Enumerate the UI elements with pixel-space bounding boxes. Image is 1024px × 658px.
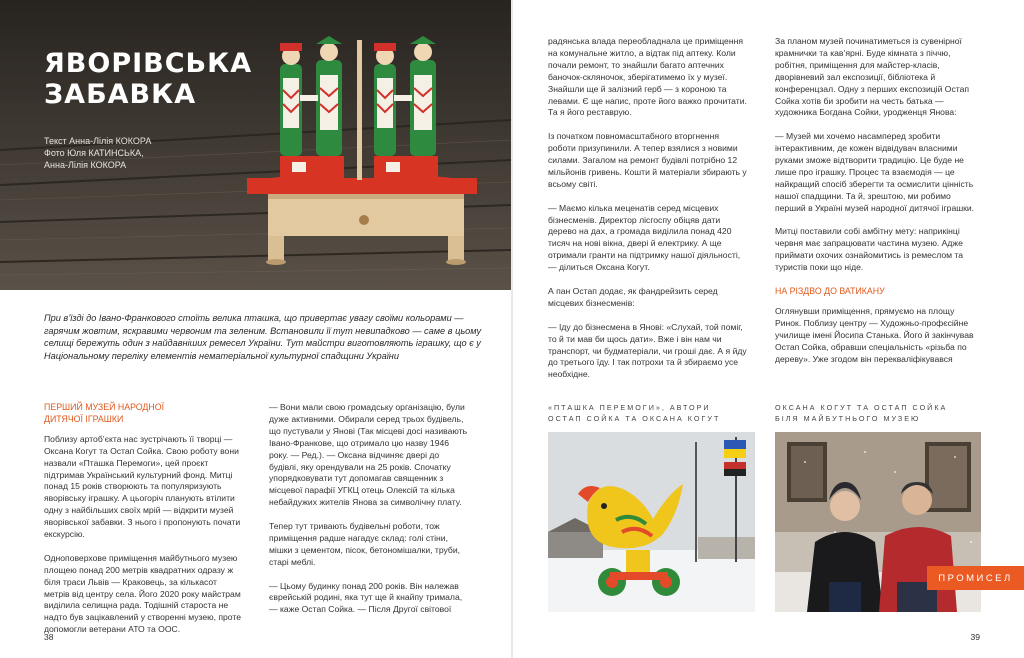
right-page [513,0,1024,658]
bird-sculpture-photo [548,432,755,612]
subhead-vatican: НА РІЗДВО ДО ВАТИКАНУ [775,285,885,296]
left-column-1 [44,402,244,636]
caption-line: ОСТАП СОЙКА ТА ОКСАНА КОГУТ [548,413,721,423]
paragraph: — Іду до бізнесмена в Янові: «Слухай, той поміг, то й ти мав би щось дати». Вже і він нам чи транспорт, чи будматеріали, чи гроші дає. А я йду до третього їду. І так потрохи та й збираємо усе необхідне. [548,321,747,380]
caption-line: БІЛЯ МАЙБУТНЬОГО МУЗЕЮ [775,413,921,423]
right-column-1 [548,36,748,381]
paragraph: радянська влада переобладнала це приміщення на комунальне житло, а відтак під аптеку. Коли почали ремонт, то знайшли багато аптечних баночок-скляночок, зберігатимемо їх у музеї. Знайшли ще й залізний герб — з короною та левами. Є ще напис, проте його важко прочитати. Та я його реставрую. [548,36,747,118]
left-page [0,0,511,658]
right-column-2 [775,36,982,365]
paragraph: За планом музей починатиметься із сувенірної крамнички та кав’ярні. Буде кімната з піччю, робітня, приміщення для майстер-класів, дворівневий зал експозиції, бібліотека й конференцзал. Одну з перших експозицій Остап Сойка хотів би зробити на честь батька — художника Богдана Сойки, уродженця Янова: [775,36,970,118]
title-line: ЯВОРІВСЬКА [44,48,253,79]
paragraph: А пан Остап додає, як фандрейзить серед місцевих бізнесменів: [548,285,718,308]
section-badge: ПРОМИСЕЛ [927,566,1024,590]
paragraph: Оглянувши приміщення, прямуємо на площу Ринок. Поблизу центру — Художньо-профєсійне училище імені Йосипа Станька. Його й закінчував Остап Сойка, обравши спеціальність «різьба по дереву». Уже згодом він перекваліфікувався [775,305,974,364]
credit-line: Текст Анна-Лілія КОКОРА [44,136,152,146]
caption-line: «ПТАШКА ПЕРЕМОГИ», АВТОРИ [548,403,711,412]
paragraph: Із початком повномасштабного вторгнення роботи призупинили. А тепер взялися з новими силами. Загалом на ремонт будівлі потрібно 12 мільйонів гривень. Кошти й матеріали збирають у всьому світі. [548,131,747,189]
paragraph: — Цьому будинку понад 200 років. Він належав єврейській родині, яка тут ще й кнайпу тримала, — каже Остап Сойка. — Після Другої світової [269,580,463,615]
paragraph: Поблизу артоб’єкта нас зустрічають її творці — Оксана Когут та Остап Сойка. Свою роботу вони назвали «Пташка Перемоги», цей проєкт підтримав Український культурний фонд. Митці понад 15 років створюють та популяризують яворівську іграшку. А цьогоріч планують втілити одну з найбільших своїх мрій — відкрити музей яворівської забавки. З нього і пропонують почати екскурсію. [44,433,241,540]
bird-sculpture-image [548,432,755,612]
photo-caption-artists [775,403,985,424]
subhead-line: ПЕРШИЙ МУЗЕЙ НАРОДНОЇ [44,402,165,412]
credits [44,135,151,171]
paragraph: — Музей ми хочемо насамперед зробити інтерактивним, де кожен відвідувач власними руками зможе відтворити традицію. Це буде не лише про іграшку. Процес та взаємодія — це найкращий спосіб зберегти та осмислити цінність нашої спадщини. Та й, зрештою, ми робимо перший в Україні музей народної дитячої іграшки. [775,131,975,213]
paragraph: Митці поставили собі амбітну мету: наприкінці червня має запрацювати частина музею. Адже приймати охочих ознайомитись із ремеслом та туристів поки що ніде. [775,226,964,273]
paragraph: Тепер тут тривають будівельні роботи, тож приміщення радше нагадує склад: голі стіни, мішки з цементом, пісок, бетономішалки, труби, старі меблі. [269,521,461,567]
paragraph: — Маємо кілька меценатів серед місцевих бізнесменів. Директор лісгоспу обіцяв дати дерево на дах, а громада виділила понад 420 тисяч на нові вікна, двері й електрику. А ще отримали гранти на підтримку нашої діяльності, — ділиться Оксана Когут. [548,202,741,273]
credit-line: Фото Юля КАТИНСЬКА, [44,148,144,158]
subhead-line: ДИТЯЧОЇ ІГРАШКИ [44,413,124,424]
hero-photo [0,0,511,290]
page-number-right: 39 [970,632,980,642]
title-line: ЗАБАВКА [44,79,197,110]
paragraph: — Вони мали свою громадську організацію, були дуже активними. Обирали серед трьох будівель, що пустували у Янові (Так місцеві досі називають Івано-Франкове, що отримало цю назву 1946 року. — Ред.). — Оксана відчиняє двері до будівлі, яку орендували на 25 років. Спочатку упорядковувати тут допомагав священник з місцевої парафії УГКЦ отець Олексій та кілька небайдужих жителів Янова за символічну плату. [269,402,468,508]
lede-paragraph: При в’їзді до Івано-Франкового стоїть велика пташка, що привертає увагу своїми кольорами — гарячим жовтим, яскравими червоним та зеленим. Встановили її тут невипадково — саме в цьому селищі бережуть один з найдавніших ремесел України. Тут майстри виготовляють іграшку, що є у Національному переліку елементів нематеріальної культурної спадщини України [44,313,482,361]
left-column-2 [269,402,469,616]
page-number-left: 38 [44,632,54,642]
caption-line: ОКСАНА КОГУТ ТА ОСТАП СОЙКА [775,403,948,412]
paragraph: Одноповерхове приміщення майбутнього музею площею понад 200 метрів квадратних одразу ж біля траси Львів — Краковець, за кількасот метрів від центру села. Його 2020 року майстрам виділила селищна рада. Тодішній староста не надто був зацікавлений у створенні музею, проте допомогли ветерани АТО та ООС. [44,552,242,635]
subhead-first-museum [44,402,244,426]
credit-line: Анна-Лілія КОКОРА [44,160,127,170]
article-title [44,48,252,110]
photo-caption-bird [548,403,758,424]
